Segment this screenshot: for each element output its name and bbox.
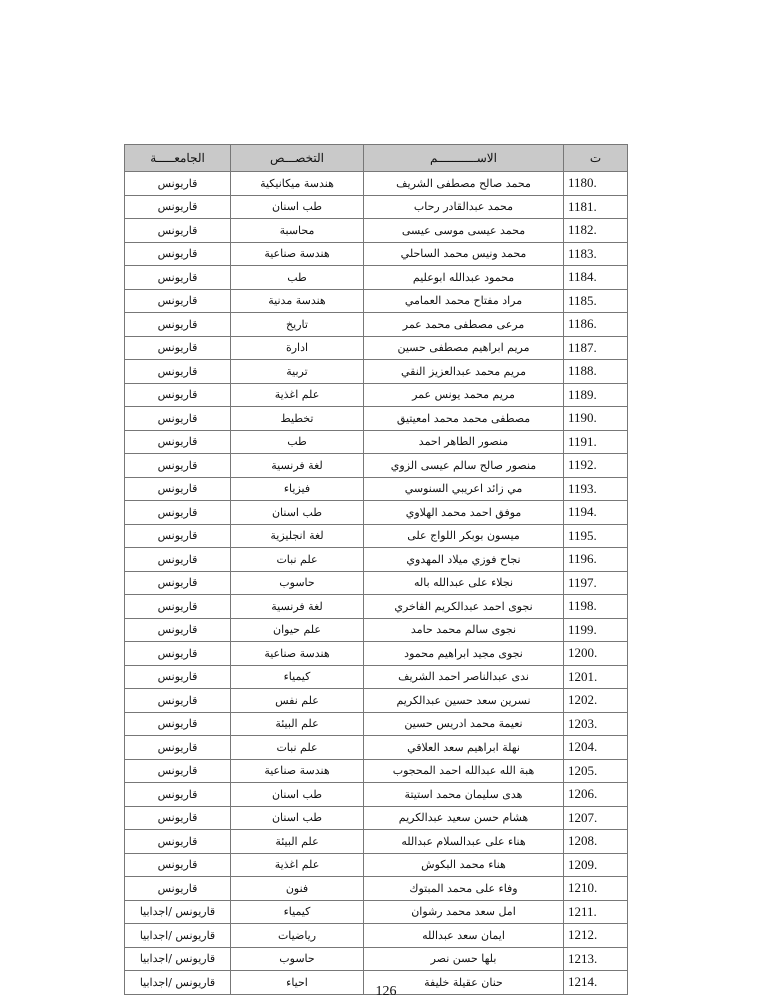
cell-name: محمد عيسى موسى عيسى (364, 219, 564, 243)
cell-specialty: طب اسنان (231, 783, 364, 807)
cell-number: 1194. (564, 501, 628, 525)
cell-number: 1186. (564, 313, 628, 337)
cell-name: ايمان سعد عبدالله (364, 924, 564, 948)
header-name: الاســـــــــــم (364, 145, 564, 172)
table-row (125, 477, 628, 501)
table-header-row (125, 145, 628, 172)
cell-name: مريم محمد عبدالعزيز النقي (364, 360, 564, 384)
cell-number: 1192. (564, 454, 628, 478)
cell-name: مريم محمد يونس عمر (364, 383, 564, 407)
cell-name: نسرين سعد حسين عبدالكريم (364, 689, 564, 713)
cell-specialty: حاسوب (231, 571, 364, 595)
cell-specialty: هندسة مدنية (231, 289, 364, 313)
cell-university: قاريونس /اجدابيا (125, 900, 231, 924)
cell-university: قاريونس (125, 689, 231, 713)
cell-university: قاريونس (125, 665, 231, 689)
cell-number: 1203. (564, 712, 628, 736)
cell-specialty: رياضيات (231, 924, 364, 948)
cell-university: قاريونس (125, 783, 231, 807)
cell-university: قاريونس (125, 736, 231, 760)
cell-name: هشام حسن سعيد عبدالكريم (364, 806, 564, 830)
cell-number: 1205. (564, 759, 628, 783)
cell-name: محمد عبدالقادر رحاب (364, 195, 564, 219)
table-row (125, 759, 628, 783)
table-row (125, 195, 628, 219)
table-row (125, 524, 628, 548)
cell-name: نجاح فوزي ميلاد المهدوي (364, 548, 564, 572)
cell-university: قاريونس (125, 430, 231, 454)
table-row (125, 289, 628, 313)
table-row (125, 806, 628, 830)
cell-number: 1193. (564, 477, 628, 501)
cell-specialty: علم نبات (231, 736, 364, 760)
cell-specialty: طب اسنان (231, 501, 364, 525)
cell-specialty: تخطيط (231, 407, 364, 431)
table-row (125, 219, 628, 243)
cell-name: ميسون بوبكر اللواج على (364, 524, 564, 548)
graduates-table-container (124, 144, 627, 995)
cell-specialty: علم حيوان (231, 618, 364, 642)
cell-name: نهلة ابراهيم سعد العلاقي (364, 736, 564, 760)
cell-university: قاريونس (125, 830, 231, 854)
cell-number: 1204. (564, 736, 628, 760)
cell-specialty: طب (231, 266, 364, 290)
cell-specialty: علم نفس (231, 689, 364, 713)
cell-name: محمود عبدالله ابوعليم (364, 266, 564, 290)
cell-specialty: ادارة (231, 336, 364, 360)
cell-number: 1187. (564, 336, 628, 360)
cell-university: قاريونس (125, 712, 231, 736)
cell-specialty: لغة انجليزية (231, 524, 364, 548)
cell-number: 1195. (564, 524, 628, 548)
cell-university: قاريونس (125, 548, 231, 572)
cell-number: 1180. (564, 172, 628, 196)
cell-number: 1189. (564, 383, 628, 407)
table-row (125, 618, 628, 642)
cell-number: 1188. (564, 360, 628, 384)
cell-name: هناء على عبدالسلام عبدالله (364, 830, 564, 854)
header-number: ت (564, 145, 628, 172)
cell-name: محمد ونيس محمد الساحلي (364, 242, 564, 266)
cell-university: قاريونس (125, 877, 231, 901)
cell-university: قاريونس (125, 172, 231, 196)
table-row (125, 548, 628, 572)
cell-name: منصور صالح سالم عيسى الزوي (364, 454, 564, 478)
table-row (125, 900, 628, 924)
table-row (125, 830, 628, 854)
cell-specialty: كيمياء (231, 665, 364, 689)
cell-university: قاريونس (125, 759, 231, 783)
cell-university: قاريونس (125, 336, 231, 360)
table-row (125, 313, 628, 337)
cell-number: 1206. (564, 783, 628, 807)
table-row (125, 924, 628, 948)
cell-university: قاريونس (125, 313, 231, 337)
cell-university: قاريونس (125, 618, 231, 642)
table-row (125, 172, 628, 196)
cell-number: 1191. (564, 430, 628, 454)
table-row (125, 266, 628, 290)
cell-university: قاريونس (125, 266, 231, 290)
cell-specialty: احياء (231, 971, 364, 995)
table-row (125, 383, 628, 407)
table-row (125, 430, 628, 454)
cell-name: نجوى مجيد ابراهيم محمود (364, 642, 564, 666)
cell-name: نعيمة محمد ادريس حسين (364, 712, 564, 736)
cell-number: 1201. (564, 665, 628, 689)
cell-university: قاريونس (125, 571, 231, 595)
table-row (125, 454, 628, 478)
cell-name: هدى سليمان محمد استيتة (364, 783, 564, 807)
cell-specialty: علم البيئة (231, 712, 364, 736)
cell-name: محمد صالح مصطفى الشريف (364, 172, 564, 196)
cell-name: هبة الله عبدالله احمد المحجوب (364, 759, 564, 783)
cell-number: 1185. (564, 289, 628, 313)
cell-university: قاريونس (125, 219, 231, 243)
cell-specialty: تربية (231, 360, 364, 384)
table-row (125, 783, 628, 807)
cell-number: 1213. (564, 947, 628, 971)
table-row (125, 877, 628, 901)
cell-name: ندى عبدالناصر احمد الشريف (364, 665, 564, 689)
table-row (125, 571, 628, 595)
cell-university: قاريونس (125, 195, 231, 219)
cell-number: 1207. (564, 806, 628, 830)
cell-specialty: علم نبات (231, 548, 364, 572)
cell-number: 1183. (564, 242, 628, 266)
cell-specialty: علم اغذية (231, 383, 364, 407)
cell-university: قاريونس (125, 595, 231, 619)
table-row (125, 947, 628, 971)
table-row (125, 689, 628, 713)
table-row (125, 665, 628, 689)
cell-name: مصطفى محمد محمد امعيتيق (364, 407, 564, 431)
graduates-table (124, 144, 628, 995)
cell-number: 1182. (564, 219, 628, 243)
cell-number: 1190. (564, 407, 628, 431)
cell-name: نجلاء على عبدالله باله (364, 571, 564, 595)
cell-specialty: لغة فرنسية (231, 595, 364, 619)
cell-name: مراد مفتاح محمد العمامي (364, 289, 564, 313)
cell-number: 1212. (564, 924, 628, 948)
cell-university: قاريونس (125, 407, 231, 431)
cell-name: منصور الطاهر احمد (364, 430, 564, 454)
cell-specialty: لغة فرنسية (231, 454, 364, 478)
cell-name: نجوى سالم محمد حامد (364, 618, 564, 642)
cell-name: امل سعد محمد رشوان (364, 900, 564, 924)
page-number: 126 (375, 984, 397, 999)
cell-number: 1198. (564, 595, 628, 619)
cell-specialty: علم البيئة (231, 830, 364, 854)
cell-number: 1202. (564, 689, 628, 713)
cell-number: 1197. (564, 571, 628, 595)
cell-name: مرعى مصطفى محمد عمر (364, 313, 564, 337)
cell-university: قاريونس (125, 242, 231, 266)
cell-specialty: هندسة صناعية (231, 759, 364, 783)
cell-name: وفاء على محمد المبتوك (364, 877, 564, 901)
table-row (125, 595, 628, 619)
cell-university: قاريونس (125, 289, 231, 313)
cell-specialty: حاسوب (231, 947, 364, 971)
cell-name: حنان عقيلة خليفة (364, 971, 564, 995)
cell-number: 1210. (564, 877, 628, 901)
cell-specialty: فنون (231, 877, 364, 901)
table-row (125, 736, 628, 760)
cell-university: قاريونس (125, 477, 231, 501)
cell-specialty: هندسة صناعية (231, 242, 364, 266)
table-row (125, 407, 628, 431)
cell-specialty: علم اغذية (231, 853, 364, 877)
table-row (125, 712, 628, 736)
cell-number: 1209. (564, 853, 628, 877)
cell-name: هناء محمد البكوش (364, 853, 564, 877)
cell-university: قاريونس (125, 642, 231, 666)
cell-number: 1181. (564, 195, 628, 219)
cell-university: قاريونس (125, 383, 231, 407)
cell-university: قاريونس /اجدابيا (125, 924, 231, 948)
cell-name: موفق احمد محمد الهلاوي (364, 501, 564, 525)
cell-university: قاريونس (125, 454, 231, 478)
cell-university: قاريونس (125, 806, 231, 830)
table-row (125, 642, 628, 666)
cell-name: مي زائد اعريبي السنوسي (364, 477, 564, 501)
cell-number: 1184. (564, 266, 628, 290)
cell-number: 1200. (564, 642, 628, 666)
cell-university: قاريونس (125, 524, 231, 548)
cell-specialty: طب اسنان (231, 195, 364, 219)
cell-specialty: هندسة ميكانيكية (231, 172, 364, 196)
cell-university: قاريونس /اجدابيا (125, 971, 231, 995)
header-university: الجامعـــــة (125, 145, 231, 172)
cell-name: مريم ابراهيم مصطفى حسين (364, 336, 564, 360)
cell-specialty: هندسة صناعية (231, 642, 364, 666)
table-row (125, 336, 628, 360)
cell-specialty: طب (231, 430, 364, 454)
cell-specialty: محاسبة (231, 219, 364, 243)
table-row (125, 501, 628, 525)
cell-number: 1199. (564, 618, 628, 642)
cell-university: قاريونس (125, 853, 231, 877)
cell-name: بلها حسن نصر (364, 947, 564, 971)
cell-name: نجوى احمد عبدالكريم الفاخري (364, 595, 564, 619)
cell-number: 1196. (564, 548, 628, 572)
cell-specialty: فيزياء (231, 477, 364, 501)
cell-university: قاريونس /اجدابيا (125, 947, 231, 971)
cell-number: 1214. (564, 971, 628, 995)
cell-specialty: تاريخ (231, 313, 364, 337)
cell-university: قاريونس (125, 501, 231, 525)
cell-university: قاريونس (125, 360, 231, 384)
table-row (125, 242, 628, 266)
table-row (125, 360, 628, 384)
table-body (125, 172, 628, 995)
table-row (125, 853, 628, 877)
header-specialty: التخصـــص (231, 145, 364, 172)
cell-specialty: كيمياء (231, 900, 364, 924)
cell-number: 1211. (564, 900, 628, 924)
cell-specialty: طب اسنان (231, 806, 364, 830)
cell-number: 1208. (564, 830, 628, 854)
